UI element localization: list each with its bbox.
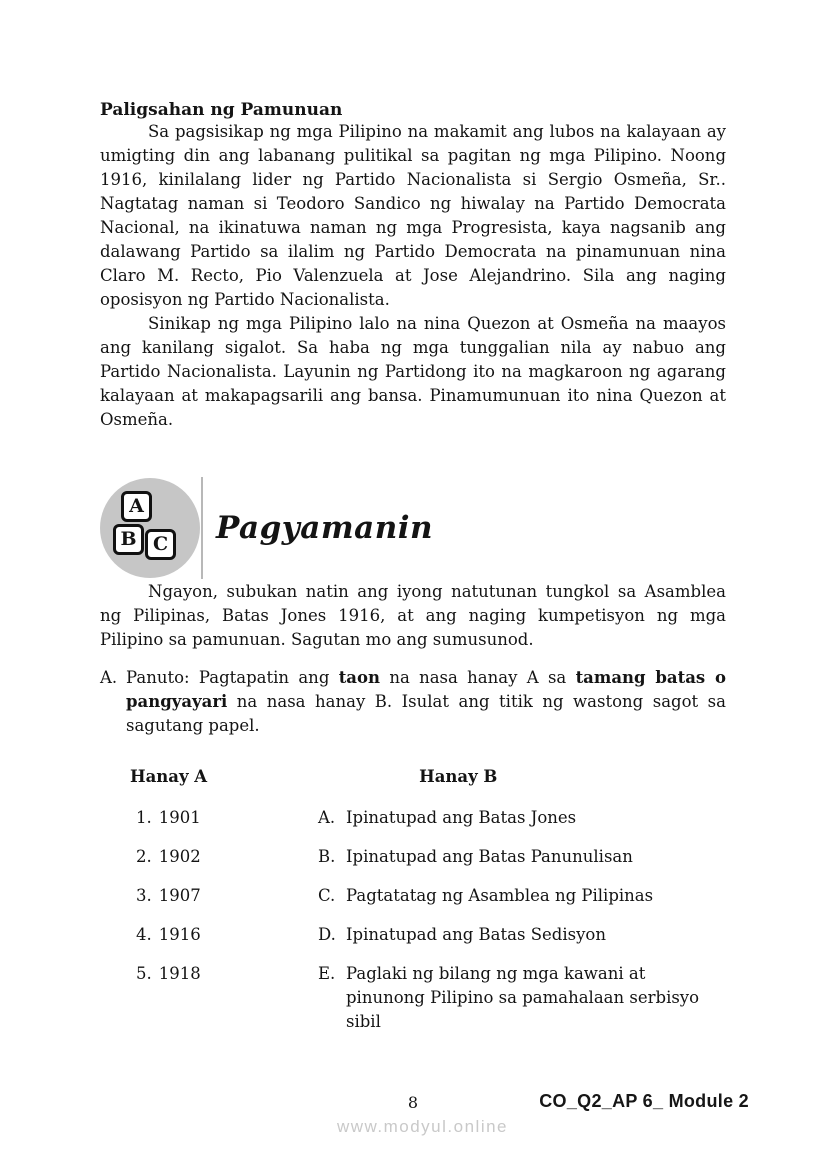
table-row: [100, 884, 726, 908]
item-year: 1916: [158, 925, 201, 944]
item-number: 5.: [136, 964, 152, 983]
option-text: Pagtatatag ng Asamblea ng Pilipinas: [346, 886, 654, 905]
table-row: [100, 962, 726, 1034]
item-number: 3.: [136, 886, 152, 905]
item-year: 1918: [158, 964, 201, 983]
letter-block-c: [145, 529, 176, 560]
option-text: Ipinatupad ang Batas Sedisyon: [346, 925, 606, 944]
option-text: Ipinatupad ang Batas Jones: [346, 808, 577, 827]
watermark: www.modyul.online: [337, 1117, 509, 1136]
item-year: 1902: [158, 847, 201, 866]
option-letter: D.: [318, 925, 336, 944]
instruction-text-segment: Panuto: Pagtapatin ang: [126, 668, 339, 687]
activity-title: Pagyamanin: [216, 510, 434, 546]
abc-blocks-icon: [100, 478, 200, 578]
matching-rows: [100, 806, 726, 1034]
option-letter: A.: [318, 808, 336, 827]
item-number: 4.: [136, 925, 152, 944]
block-letter: B: [120, 528, 137, 550]
letter-block-a: [121, 491, 152, 522]
paragraph-1: Sa pagsisikap ng mga Pilipino na makamit ang lubos na kalayaan ay umigting din ang labanang pulitikal sa pagitan ng mga Pilipino. Noong 1916, kinilalang lider ng Partido Nacionalista si Sergio Osmeña, Sr.. Nagtatag naman si Teodoro Sandico ng hiwalay na Partido Democrata Nacional, na ikinatuwa naman ng mga Progresista, kaya nagsanib ang dalawang Partido sa ilalim ng Partido Democrata na pinamunuan nina Claro M. Recto, Pio Valenzuela at Jose Alejandrino. Sila ang naging oposisyon ng Partido Nacionalista.: [100, 122, 726, 309]
instruction-keyword: tamang batas o pangyayari: [126, 668, 727, 711]
item-year: 1907: [158, 886, 201, 905]
option-letter: B.: [318, 847, 336, 866]
option-letter: C.: [318, 886, 336, 905]
block-letter: C: [152, 533, 169, 555]
option-text: Ipinatupad ang Batas Panunulisan: [346, 847, 633, 866]
matching-table: [100, 766, 726, 1034]
item-number-cell: [100, 884, 318, 908]
letter-block-b: [113, 524, 144, 555]
section-heading: Paligsahan ng Pamunuan: [100, 100, 343, 120]
icon-divider: [201, 477, 203, 579]
column-b-header: Hanay B: [419, 767, 498, 786]
instruction-text-segment: na nasa hanay B. Isulat ang titik ng wastong sagot sa sagutang papel.: [126, 692, 726, 735]
item-number: 1.: [136, 808, 152, 827]
item-year: 1901: [158, 808, 201, 827]
option-letter: E.: [318, 964, 336, 983]
item-number: 2.: [136, 847, 152, 866]
activity-header: [100, 476, 726, 580]
item-number-cell: [100, 845, 318, 869]
item-number-cell: [100, 806, 318, 830]
paragraph-2: Sinikap ng mga Pilipino lalo na nina Quezon at Osmeña na maayos ang kanilang sigalot. Sa haba ng mga tunggalian nila ay nabuo ang Partido Nacionalista. Layunin ng Partidong ito na magkaroon ng agarang kalayaan at makapagsarili ang bansa. Pinamumunuan ito nina Quezon at Osmeña.: [100, 314, 726, 429]
instruction-marker: A.: [100, 668, 118, 687]
block-letter: A: [129, 495, 144, 517]
intro-paragraph: Ngayon, subukan natin ang iyong natutunan tungkol sa Asamblea ng Pilipinas, Batas Jones 1916, at ang naging kumpetisyon ng mga Pilipino sa pamunuan. Sagutan mo ang sumusunod.: [100, 582, 726, 649]
item-number-cell: [100, 962, 318, 1034]
table-row: [100, 806, 726, 830]
module-code: CO_Q2_AP 6_ Module 2: [539, 1091, 749, 1111]
instruction-keyword: taon: [338, 668, 381, 687]
page-number: 8: [407, 1093, 419, 1112]
option-text: Paglaki ng bilang ng mga kawani at pinunong Pilipino sa pamahalaan serbisyo sibil: [346, 964, 700, 1031]
instruction-item: [100, 666, 726, 738]
item-number-cell: [100, 923, 318, 947]
table-row: [100, 923, 726, 947]
column-a-header: Hanay A: [130, 767, 208, 786]
instruction-text-segment: na nasa hanay A sa: [380, 668, 576, 687]
matching-headers: [100, 766, 726, 788]
table-row: [100, 845, 726, 869]
page-content: [100, 0, 726, 1049]
